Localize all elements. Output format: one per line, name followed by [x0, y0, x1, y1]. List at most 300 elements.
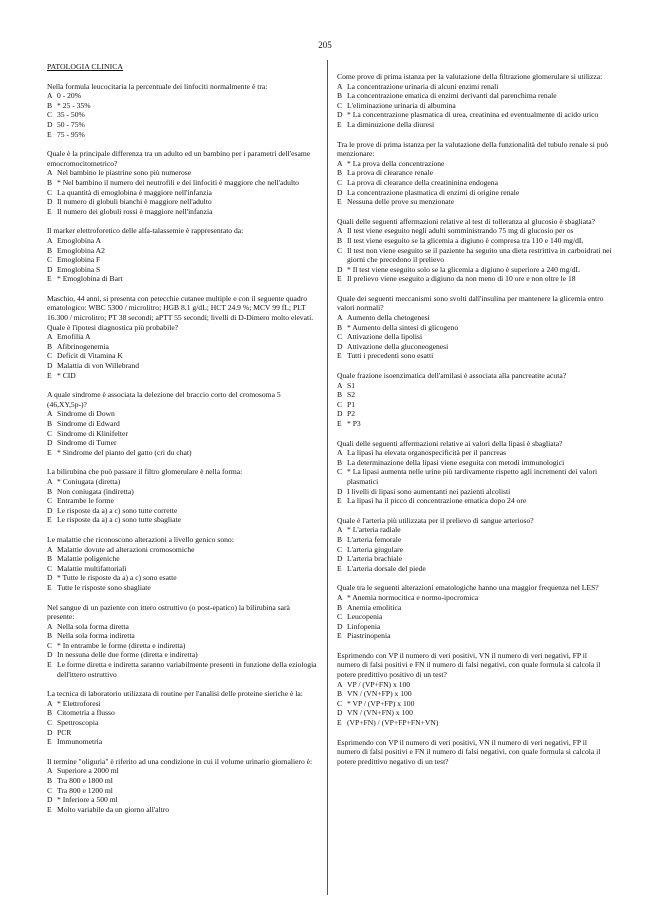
option-letter: E	[47, 370, 52, 380]
option-letter: E	[337, 419, 342, 428]
answer-option	[337, 419, 612, 429]
option-letter: A	[47, 544, 53, 554]
option-text: Sindrome di Edward	[57, 419, 120, 428]
question-stem: Quali delle seguenti affermazioni relative ai valori della lipasi è sbagliata?	[337, 438, 563, 448]
option-letter: A	[337, 525, 343, 535]
answer-option	[47, 274, 319, 284]
answer-option	[47, 776, 319, 786]
option-letter: D	[337, 554, 343, 564]
option-letter: E	[47, 582, 52, 592]
question-stem: Quale tra le seguenti alterazioni ematologiche hanno una maggior frequenza nel LES?	[337, 583, 599, 593]
option-text: * Inferiore a 500 ml	[57, 795, 118, 805]
option-letter: D	[47, 650, 53, 660]
answer-option	[337, 323, 612, 333]
answer-option	[47, 101, 319, 111]
option-letter: D	[47, 264, 53, 274]
answer-option	[47, 236, 319, 246]
option-letter: B	[337, 91, 343, 101]
answer-option	[337, 631, 612, 641]
question-stem: Nel sangue di un paziente con ittero ostruttivo (o post-epatico) la bilirubina sarà presente:	[47, 602, 290, 622]
option-text: Nella sola forma diretta	[57, 621, 129, 631]
option-text: PCR	[57, 727, 72, 737]
option-text: La prova di clearance della creatininina endogena	[347, 177, 498, 187]
option-letter: D	[337, 264, 343, 274]
option-letter: E	[47, 804, 52, 814]
answer-option	[47, 120, 319, 130]
option-text: * P3	[347, 419, 361, 428]
question-stem: Quale dei seguenti meccanismi sono svolti dall'insulina per mantenere la glicemia entro valori normali?	[337, 293, 604, 313]
option-text: Tutti i precedenti sono esatti	[347, 351, 434, 361]
option-text: Il numero dei globuli rossi è maggiore nell'infanzia	[57, 206, 213, 216]
answer-option	[337, 110, 612, 120]
option-text: Emoglobina A2	[57, 245, 105, 255]
option-letter: E	[47, 660, 52, 670]
option-text: In nessuna delle due forme (diretta e indiretta)	[57, 650, 198, 660]
option-letter: B	[337, 457, 343, 467]
option-letter: B	[337, 168, 343, 178]
option-letter: E	[337, 563, 342, 573]
option-text: Emoglobina F	[57, 255, 101, 265]
option-text: Le forme diretta e indiretta saranno variabilmente presenti in funzione della eziologia dell'ittero ostruttivo	[57, 660, 317, 679]
answer-option	[337, 593, 612, 603]
page-number: 205	[318, 40, 332, 50]
answer-option	[47, 660, 319, 679]
answer-option	[337, 82, 612, 92]
option-text: VN / (VN+FP) x 100	[347, 689, 412, 699]
option-text: (VP+FN) / (VP+FP+FN+VN)	[347, 718, 439, 728]
question-block	[337, 738, 612, 767]
option-text: Nella sola forma indiretta	[57, 631, 135, 641]
option-text: La concentrazione plasmatica di enzimi di origine renale	[347, 187, 520, 197]
option-text: L'arteria femorale	[347, 534, 402, 544]
option-letter: A	[337, 679, 343, 689]
answer-option	[47, 197, 319, 207]
answer-option	[47, 246, 319, 256]
answer-option	[47, 650, 319, 660]
option-text: * Coniugata (diretta)	[57, 476, 121, 486]
question-block	[47, 82, 319, 140]
answer-option	[337, 603, 612, 613]
option-letter: B	[337, 534, 343, 544]
option-text: Emoglobina A	[57, 235, 102, 245]
answer-option	[47, 564, 319, 574]
question-stem: Tra le prove di prima istanza per la valutazione della funzionalità del tubulo renale si può menzionare:	[337, 139, 609, 159]
option-text: La concentrazione ematica di enzimi derivanti dal parenchima renale	[347, 91, 557, 101]
answer-option	[337, 448, 612, 458]
answer-option	[47, 737, 319, 747]
option-text: La prova di clearance renale	[347, 168, 434, 178]
option-letter: C	[337, 544, 343, 554]
option-letter: C	[47, 718, 53, 728]
option-letter: E	[337, 197, 342, 207]
option-letter: B	[337, 689, 343, 699]
answer-option	[47, 641, 319, 651]
answer-option	[337, 708, 612, 718]
option-letter: C	[337, 399, 343, 409]
answer-option	[337, 699, 612, 709]
option-letter: A	[337, 448, 343, 458]
question-stem: Quale è l'arteria più utilizzata per il prelievo di sangue arterioso?	[337, 515, 534, 525]
answer-option	[337, 178, 612, 188]
question-stem: Quali delle seguenti affermazioni relative al test di tolleranza al glucosio è sbagliata?	[337, 216, 595, 226]
question-block	[337, 294, 612, 361]
option-letter: E	[47, 206, 52, 216]
answer-option	[47, 805, 319, 815]
answer-option	[47, 554, 319, 564]
answer-option	[47, 622, 319, 632]
answer-option	[337, 91, 612, 101]
option-letter: D	[47, 119, 53, 129]
answer-option	[337, 101, 612, 111]
question-block	[47, 757, 319, 815]
option-letter: C	[47, 351, 53, 361]
option-text: Malattie poligeniche	[57, 554, 120, 564]
answer-option	[337, 554, 612, 564]
answer-option	[337, 409, 612, 419]
option-letter: C	[337, 612, 343, 622]
option-text: Spettroscopia	[57, 718, 99, 728]
option-letter: A	[47, 409, 53, 419]
option-text: * Emoglobina di Bart	[57, 274, 123, 284]
left-column	[47, 62, 319, 824]
option-letter: C	[47, 255, 53, 265]
option-text: L'eliminazione urinaria di albumina	[347, 100, 456, 110]
question-block	[337, 371, 612, 429]
answer-option	[47, 207, 319, 217]
answer-option	[337, 313, 612, 323]
option-letter: C	[47, 640, 53, 650]
question-block	[47, 603, 319, 680]
option-letter: E	[47, 447, 52, 457]
option-text: Emoglobina S	[57, 264, 101, 274]
option-text: * Nel bambino il numero dei neutrofili e dei linfociti è maggiore che nell'adulto	[57, 177, 299, 187]
answer-option	[47, 130, 319, 140]
answer-option	[47, 419, 319, 429]
answer-option	[337, 351, 612, 361]
option-letter: B	[47, 419, 53, 428]
option-text: La determinazione della lipasi viene eseguita con metodi immunologici	[347, 457, 565, 467]
option-letter: C	[337, 698, 343, 708]
option-text: Malattie dovute ad alterazioni cromosomiche	[57, 544, 195, 554]
answer-option	[337, 535, 612, 545]
answer-option	[337, 680, 612, 690]
answer-option	[47, 409, 319, 419]
question-block	[47, 689, 319, 747]
option-text: * Aumento della sintesi di glicogeno	[347, 322, 459, 332]
question-block	[47, 294, 319, 380]
option-text: Superiore a 2000 ml	[57, 766, 119, 776]
option-text: Molto variabile da un giorno all'altro	[57, 804, 170, 814]
option-text: * Sindrome del pianto del gatto (cri du chat)	[57, 447, 192, 457]
option-text: Sindrome di Down	[57, 409, 115, 419]
option-text: Attivazione della lipolisi	[347, 332, 423, 342]
option-text: VP / (VP+FN) x 100	[347, 679, 411, 689]
answer-option	[47, 583, 319, 593]
option-text: * Elettroforesi	[57, 698, 101, 708]
option-letter: D	[47, 361, 53, 371]
option-letter: D	[47, 505, 53, 515]
option-text: Sindrome di Klinifelter	[57, 428, 128, 438]
option-letter: E	[47, 737, 52, 747]
option-letter: C	[337, 332, 343, 342]
option-text: * La lipasi aumenta nelle urine più tardivamente rispetto agli incrementi dei valori plasmatici	[347, 467, 598, 486]
option-text: 50 - 75%	[57, 119, 85, 129]
option-text: VN / (VN+FN) x 100	[347, 708, 413, 718]
answer-option	[47, 506, 319, 516]
answer-option	[337, 381, 612, 391]
option-text: Sindrome di Turner	[57, 438, 117, 448]
question-block	[47, 467, 319, 525]
option-letter: E	[337, 718, 342, 728]
option-letter: C	[337, 245, 343, 255]
option-letter: A	[47, 91, 53, 101]
option-letter: A	[47, 698, 53, 708]
answer-option	[47, 786, 319, 796]
question-block	[47, 226, 319, 284]
answer-option	[47, 255, 319, 265]
answer-option	[47, 448, 319, 458]
option-text: L'arteria giugulare	[347, 544, 403, 554]
option-letter: E	[337, 119, 342, 129]
answer-option	[337, 718, 612, 728]
question-stem: La tecnica di laboratorio utilizzata di routine per l'analisi delle proteine sieriche è la:	[47, 689, 303, 699]
option-text: Nessuna delle prove su menzionate	[347, 197, 455, 207]
question-stem: La bilirubina che può passare il filtro glomerulare è nella forma:	[47, 467, 243, 477]
option-text: P2	[347, 409, 356, 419]
option-letter: B	[47, 776, 53, 785]
answer-option	[47, 795, 319, 805]
question-block	[337, 583, 612, 641]
answer-option	[337, 496, 612, 506]
option-text: Immunometria	[57, 737, 103, 747]
answer-option	[337, 467, 612, 486]
option-text: Tra 800 e 1200 ml	[57, 785, 113, 795]
right-column	[337, 72, 612, 776]
answer-option	[47, 438, 319, 448]
answer-option	[337, 458, 612, 468]
question-block	[337, 516, 612, 574]
option-letter: C	[47, 428, 53, 438]
option-text: L'arteria brachiale	[347, 554, 403, 564]
answer-option	[47, 515, 319, 525]
answer-option	[47, 91, 319, 101]
option-text: Le risposte da a) a c) sono tutte corrette	[57, 505, 178, 515]
option-letter: E	[47, 274, 52, 284]
answer-option	[337, 622, 612, 632]
answer-option	[337, 226, 612, 236]
option-letter: C	[47, 496, 53, 506]
option-text: 75 - 95%	[57, 129, 85, 139]
question-stem: A quale sindrome è associata la delezione del braccio corto del cromosoma 5 (46,XY,5p-)?	[47, 390, 281, 409]
option-letter: B	[337, 235, 343, 245]
option-letter: C	[47, 187, 53, 197]
option-text: I livelli di lipasi sono aumentanti nei pazienti alcolisti	[347, 486, 511, 496]
option-text: * Tutte le risposte da a) a c) sono esatte	[57, 573, 177, 583]
answer-option	[337, 612, 612, 622]
option-letter: B	[337, 322, 343, 332]
answer-option	[337, 400, 612, 410]
option-text: Aumento della chetogenesi	[347, 313, 430, 323]
option-text: Il numero di globuli bianchi è maggiore nell'adulto	[57, 197, 212, 207]
question-stem: Maschio, 44 anni, si presenta con petecchie cutanee multiple e con il seguente quadro ematologico: WBC 5300 / microlitro; HGB 8.1 g/dL; HCT 24.9 %; MCV 99 fL; PLT 16.300 / microlitro; PT 38 secondi; aPTT 55 secondi; livelli di D-Dimero molto elevati. Quale è l'ipotesi diagnostica più probabile?	[47, 293, 314, 332]
option-text: 35 - 50%	[57, 110, 85, 120]
answer-option	[47, 496, 319, 506]
question-stem: Quale frazione isoenzimatica dell'amilasi è associata alla pancreatite acuta?	[337, 371, 567, 381]
option-letter: B	[47, 100, 53, 110]
option-letter: E	[337, 496, 342, 506]
option-letter: E	[337, 351, 342, 361]
option-text: La concentrazione urinaria di alcuni enzimi renali	[347, 81, 499, 91]
option-letter: D	[47, 573, 53, 583]
answer-option	[337, 332, 612, 342]
option-letter: A	[337, 380, 343, 390]
option-text: Anemia emolitica	[347, 602, 402, 612]
question-stem: Il marker elettroforetico delle alfa-talassemie è rappresentato da:	[47, 226, 244, 236]
option-letter: A	[337, 592, 343, 602]
section-title: PATOLOGIA CLINICA	[47, 62, 124, 71]
option-text: La lipasi ha il picco di concentrazione ematica dopo 24 ore	[347, 496, 527, 506]
option-text: Nel bambino le piastrine sono più numerose	[57, 168, 192, 178]
option-letter: C	[337, 177, 343, 187]
answer-option	[337, 525, 612, 535]
option-text: * CID	[57, 370, 76, 380]
option-text: Malattia di von Willebrand	[57, 361, 140, 371]
option-letter: B	[47, 341, 53, 351]
option-letter: C	[47, 563, 53, 573]
option-text: Entrambe le forme	[57, 496, 114, 506]
answer-option	[47, 766, 319, 776]
option-letter: C	[337, 467, 343, 477]
option-letter: C	[47, 785, 53, 795]
option-text: La lipasi ha elevata organospecificità per il pancreas	[347, 448, 507, 458]
answer-option	[47, 545, 319, 555]
question-stem: Esprimendo con VP il numero di veri positivi, VN il numero di veri negativi, FP il numero di falsi positivi e FN il numero di falsi negativi, con quale formula si calcola il potere predittivo negativo di un test?	[337, 737, 601, 766]
question-block	[47, 390, 319, 457]
answer-option	[337, 246, 612, 265]
option-letter: A	[47, 621, 53, 631]
answer-option	[47, 699, 319, 709]
answer-option	[47, 477, 319, 487]
option-text: Tutte le risposte sono sbagliate	[57, 582, 151, 592]
option-letter: D	[337, 341, 343, 351]
option-text: Il test viene eseguito negli adulti somministrando 75 mg di glucosio per os	[347, 226, 574, 236]
option-text: La quantità di emoglobina è maggiore nell'infanzia	[57, 187, 212, 197]
option-letter: D	[47, 197, 53, 207]
option-letter: E	[47, 129, 52, 139]
option-text: Emofilia A	[57, 332, 91, 342]
option-text: Il test viene eseguito se la glicemia a digiuno è compresa tra 110 e 140 mg/dL	[347, 235, 584, 245]
answer-option	[47, 178, 319, 188]
option-letter: D	[337, 187, 343, 197]
option-letter: D	[47, 795, 53, 805]
question-stem: Esprimendo con VP il numero di veri positivi, VN il numero di veri negativi, FP il numero di falsi positivi e FN il numero di falsi negativi, con quale formula si calcola il potere predittivo positivo di un test?	[337, 650, 601, 680]
answer-option	[337, 487, 612, 497]
option-letter: A	[337, 158, 343, 168]
option-text: Linfopenia	[347, 621, 381, 631]
answer-option	[337, 236, 612, 246]
option-letter: C	[47, 110, 53, 120]
option-text: La diminuzione della diuresi	[347, 119, 435, 129]
option-letter: D	[337, 110, 343, 120]
option-letter: B	[337, 602, 343, 612]
option-letter: A	[337, 81, 343, 91]
option-text: Afibrinogenemia	[57, 341, 109, 351]
answer-option	[337, 274, 612, 284]
question-block	[337, 439, 612, 506]
option-letter: B	[47, 708, 53, 718]
option-letter: A	[337, 313, 343, 323]
option-text: * La concentrazione plasmatica di urea, creatinina ed eventualmente di acido urico	[347, 110, 599, 120]
option-letter: B	[337, 390, 343, 400]
option-text: P1	[347, 399, 356, 409]
answer-option	[337, 120, 612, 130]
option-letter: D	[337, 486, 343, 496]
answer-option	[47, 351, 319, 361]
option-text: * In entrambe le forme (diretta e indiretta)	[57, 640, 186, 650]
option-text: * Anemia normocitica e normo-ipocromica	[347, 592, 479, 602]
question-stem: Come prove di prima istanza per la valutazione della filtrazione glomerulare si utilizza:	[337, 72, 603, 81]
option-text: Deficit di Vitamina K	[57, 351, 123, 361]
option-letter: D	[47, 727, 53, 737]
question-stem: Le malattie che riconoscono alterazioni a livello genico sono:	[47, 534, 234, 544]
question-block	[337, 140, 612, 207]
answer-option	[47, 708, 319, 718]
answer-option	[47, 429, 319, 439]
answer-option	[47, 728, 319, 738]
question-stem: Quale è la principale differenza tra un adulto ed un bambino per i parametri dell'esame emocromocitometrico?	[47, 149, 311, 168]
answer-option	[337, 390, 612, 400]
option-letter: A	[47, 766, 53, 776]
answer-option	[47, 361, 319, 371]
option-letter: B	[47, 486, 53, 496]
option-text: S1	[347, 380, 356, 390]
answer-option	[47, 188, 319, 198]
option-letter: B	[47, 177, 53, 187]
option-text: Il prelievo viene eseguito a digiuno da non meno di 10 ore e non oltre le 18	[347, 274, 576, 284]
option-letter: A	[47, 332, 53, 342]
option-text: Malattie multifattoriali	[57, 563, 127, 573]
answer-option	[337, 197, 612, 207]
option-letter: E	[337, 274, 342, 284]
option-text: * 25 - 35%	[57, 100, 91, 110]
answer-option	[337, 188, 612, 198]
question-block	[337, 217, 612, 284]
option-text: * Il test viene eseguito solo se la glicemia a digiuno è superiore a 240 mg/dL	[347, 264, 581, 274]
option-text: Le risposte da a) a c) sono tutte sbagliate	[57, 515, 181, 525]
option-text: Leucopenia	[347, 612, 383, 622]
option-letter: A	[47, 476, 53, 486]
option-letter: D	[47, 438, 53, 448]
option-letter: C	[337, 100, 343, 110]
option-letter: D	[337, 621, 343, 631]
column-divider	[327, 60, 328, 895]
answer-option	[47, 265, 319, 275]
option-text: 0 - 20%	[57, 91, 82, 101]
option-letter: B	[47, 631, 53, 641]
option-text: Piastrinopenia	[347, 631, 391, 641]
option-text: Non coniugata (indiretta)	[57, 486, 134, 496]
answer-option	[337, 342, 612, 352]
answer-option	[337, 159, 612, 169]
question-block	[337, 72, 612, 130]
option-letter: A	[337, 226, 343, 236]
option-text: Attivazione della gluconeogenesi	[347, 341, 449, 351]
option-letter: D	[337, 409, 343, 419]
option-text: S2	[347, 390, 356, 400]
answer-option	[47, 110, 319, 120]
option-letter: B	[47, 245, 53, 255]
option-letter: E	[47, 515, 52, 525]
